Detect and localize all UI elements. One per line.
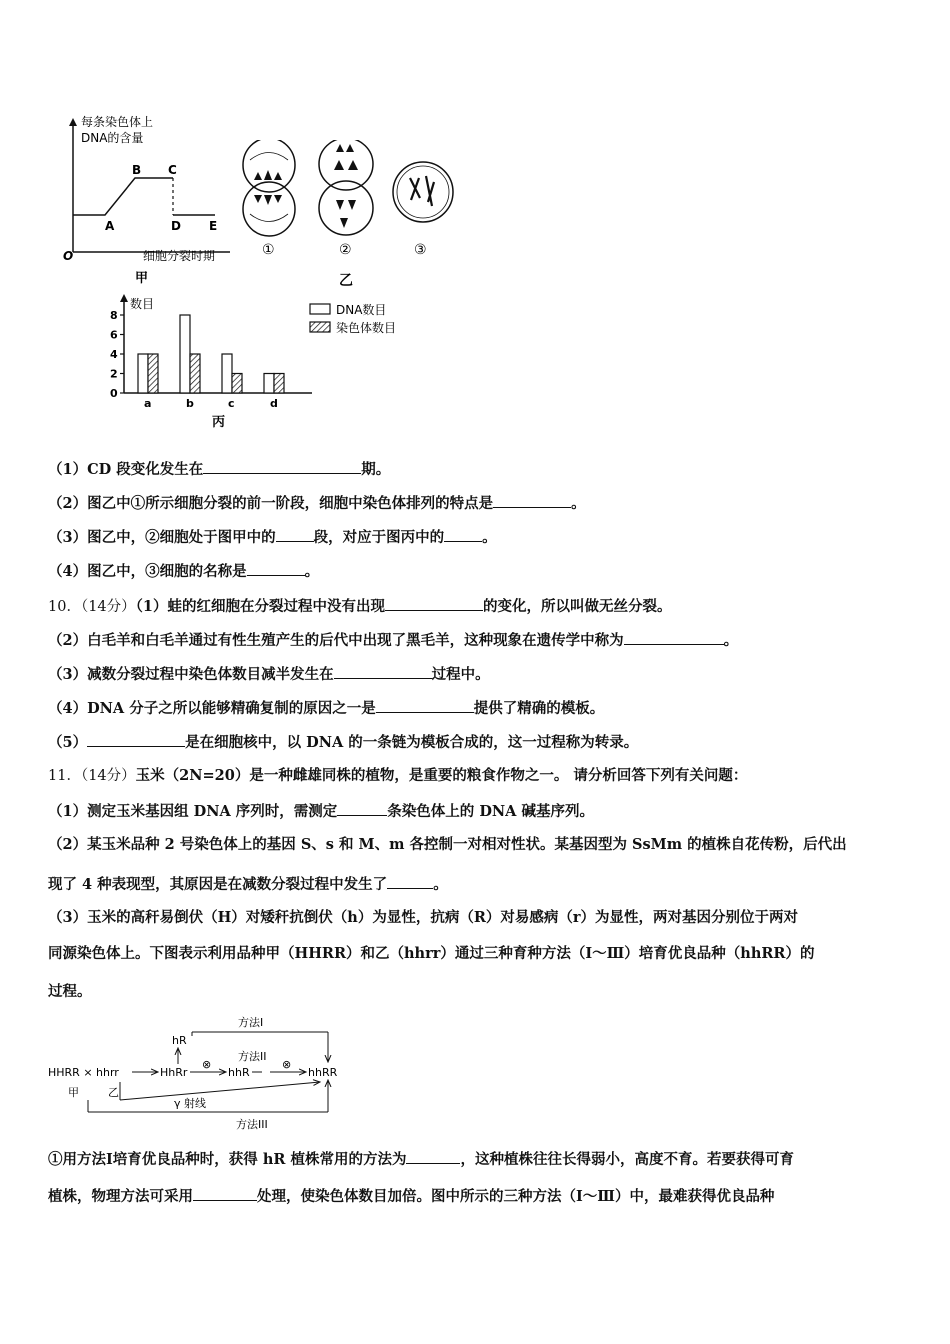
q11-3-text-1: （3）玉米的高秆易倒伏（H）对矮秆抗倒伏（h）为显性，抗病（R）对易感病（r）为显性，两对基因分别位于两对 xyxy=(48,909,799,926)
jia-xlabel: 细胞分裂时期 xyxy=(143,249,216,263)
q9-3-mid: 段，对应于图丙中的 xyxy=(313,529,445,546)
answer-blank[interactable] xyxy=(87,731,185,747)
answer-blank[interactable] xyxy=(406,1148,460,1164)
q11-part-3-sub-1-line-1 xyxy=(48,1148,794,1170)
q10-number: 10．（14分） xyxy=(48,599,136,615)
yi-caption: 乙 xyxy=(339,273,353,289)
parents-cross: HHRR × hhrr xyxy=(48,1066,119,1079)
bing-bar-d-chromosome xyxy=(274,374,284,394)
legend-chromosome-swatch xyxy=(310,322,330,332)
q10-3-text: （3）减数分裂过程中染色体数目减半发生在 xyxy=(48,666,334,683)
jia-point-e: E xyxy=(209,219,218,233)
q10-4-text: （4）DNA 分子之所以能够精确复制的原因之一是 xyxy=(48,700,376,717)
bing-ytick-label: 0 xyxy=(110,387,118,400)
bing-ytick-label: 6 xyxy=(110,328,118,342)
q11-part-3-sub-1-line-2 xyxy=(48,1185,774,1207)
bing-category-label: b xyxy=(186,397,194,410)
figure-jia xyxy=(55,110,255,285)
jia-caption: 甲 xyxy=(135,271,149,285)
answer-blank[interactable] xyxy=(334,663,432,679)
q10-4-tail: 提供了精确的模板。 xyxy=(473,700,605,717)
jia-point-c: C xyxy=(168,163,177,177)
bing-bar-b-dna xyxy=(180,315,190,393)
breeding-diagram xyxy=(40,1012,360,1132)
q11-sub1-tail-1: ，这种植株往往长得弱小，高度不育。若要获得可育 xyxy=(460,1151,794,1168)
q9-2-tail: 。 xyxy=(571,495,586,512)
answer-blank[interactable] xyxy=(444,526,482,542)
q10-2-text: （2）白毛羊和白毛羊通过有性生殖产生的后代中出现了黑毛羊，这种现象在遗传学中称为 xyxy=(48,632,624,649)
answer-blank[interactable] xyxy=(276,526,314,542)
q9-part-3 xyxy=(48,526,497,548)
q11-sub1-text-2: 植株，物理方法可采用 xyxy=(48,1188,193,1205)
q9-1-text: （1）CD 段变化发生在 xyxy=(48,461,204,478)
cell-label-3: ③ xyxy=(414,242,427,258)
answer-blank[interactable] xyxy=(387,873,433,889)
selfing-symbol-1: ⊗ xyxy=(202,1058,212,1071)
q11-part-2-line-1 xyxy=(48,835,847,855)
jia-dna-curve xyxy=(73,178,173,215)
q9-part-1 xyxy=(48,458,390,480)
figure-yi xyxy=(236,140,466,290)
cell-label-2: ② xyxy=(339,242,352,258)
jia-point-b: B xyxy=(132,163,142,177)
bing-bar-c-dna xyxy=(222,354,232,393)
selfing-symbol-2: ⊗ xyxy=(282,1058,292,1071)
q11-part-2-line-2 xyxy=(48,873,448,895)
bing-ytick-label: 8 xyxy=(110,309,118,322)
q10-part-1 xyxy=(48,595,672,617)
bing-category-label: c xyxy=(228,397,235,410)
method-3-label: 方法III xyxy=(236,1118,268,1131)
q10-part-4 xyxy=(48,697,604,719)
answer-blank[interactable] xyxy=(493,492,571,508)
q11-2-tail: 。 xyxy=(433,876,448,893)
q10-5-tail: 是在细胞核中，以 DNA 的一条链为模板合成的，这一过程称为转录。 xyxy=(185,734,639,751)
bing-bar-c-chromosome xyxy=(232,374,242,394)
q11-3-text-3: 过程。 xyxy=(48,983,92,1000)
method-2-label: 方法II xyxy=(238,1050,267,1063)
answer-blank[interactable] xyxy=(247,560,305,576)
q11-3-text-2: 同源染色体上。下图表示利用品种甲（HHRR）和乙（hhrr）通过三种育种方法（Ⅰ～Ⅲ）培育优良品种（hhRR）的 xyxy=(48,945,815,962)
bing-bar-b-chromosome xyxy=(190,354,200,393)
cell-1-drawing xyxy=(243,140,295,236)
label-jia: 甲 xyxy=(68,1086,79,1099)
hhR-genotype: hhR xyxy=(228,1066,250,1079)
jia-point-d: D xyxy=(171,219,181,233)
q10-part-3 xyxy=(48,663,490,685)
q11-part-1 xyxy=(48,800,594,822)
q11-2-text-1: （2）某玉米品种 2 号染色体上的基因 S、s 和 M、m 各控制一对相对性状。某基因型为 SsMm 的植株自花传粉，后代出 xyxy=(48,836,847,853)
cell-label-1: ① xyxy=(262,242,275,258)
hR-genotype: hR xyxy=(172,1034,187,1047)
q9-4-tail: 。 xyxy=(304,563,320,580)
q11-intro-text: 玉米（2N=20）是一种雌雄同株的植物，是重要的粮食作物之一。 请分析回答下列有关问题： xyxy=(135,767,748,784)
bing-category-label: a xyxy=(144,397,152,410)
bing-ytick-label: 2 xyxy=(110,367,118,381)
q9-part-4 xyxy=(48,560,319,582)
method-1-label: 方法I xyxy=(238,1016,264,1029)
q11-1-tail: 条染色体上的 DNA 碱基序列。 xyxy=(387,803,594,820)
cell-3-drawing xyxy=(393,162,453,222)
jia-ylabel-2: DNA的含量 xyxy=(81,131,144,145)
q11-part-3-line-3 xyxy=(48,982,92,1002)
gamma-ray-label: γ 射线 xyxy=(174,1097,207,1110)
q11-part-3-line-2 xyxy=(48,944,815,964)
jia-origin: O xyxy=(63,249,74,263)
answer-blank[interactable] xyxy=(193,1185,257,1201)
q10-3-tail: 过程中。 xyxy=(431,666,490,683)
answer-blank[interactable] xyxy=(376,697,474,713)
bing-ytick-label: 4 xyxy=(110,348,118,361)
legend-dna-label: DNA数目 xyxy=(336,303,387,317)
figure-bing-chart xyxy=(100,288,430,433)
f1-genotype: HhRr xyxy=(160,1066,188,1079)
q10-5-text: （5） xyxy=(48,734,88,751)
bing-bar-a-dna xyxy=(138,354,148,393)
q11-number: 11．（14分） xyxy=(48,768,136,784)
q11-sub1-text-1: ①用方法Ⅰ培育优良品种时，获得 hR 植株常用的方法为 xyxy=(48,1151,407,1168)
bing-category-label: d xyxy=(270,397,278,410)
q9-3-tail: 。 xyxy=(482,529,497,546)
q10-2-tail: 。 xyxy=(723,632,739,649)
bing-caption: 丙 xyxy=(212,415,226,430)
q11-1-text: （1）测定玉米基因组 DNA 序列时，需测定 xyxy=(48,803,338,820)
q9-4-text: （4）图乙中，③细胞的名称是 xyxy=(48,563,247,580)
label-yi: 乙 xyxy=(108,1086,119,1099)
target-genotype: hhRR xyxy=(308,1066,338,1079)
q10-part-2 xyxy=(48,629,738,651)
q9-part-2 xyxy=(48,492,586,514)
legend-chromosome-label: 染色体数目 xyxy=(336,321,397,335)
jia-ylabel-1: 每条染色体上 xyxy=(81,115,154,129)
q9-2-text: （2）图乙中①所示细胞分裂的前一阶段，细胞中染色体排列的特点是 xyxy=(48,495,494,512)
bing-bar-d-dna xyxy=(264,374,274,394)
q10-1-text: （1）蛙的红细胞在分裂过程中没有出现 xyxy=(135,598,385,615)
q9-1-tail: 期。 xyxy=(361,461,391,478)
bing-bar-a-chromosome xyxy=(148,354,158,393)
q9-3-text: （3）图乙中，②细胞处于图甲中的 xyxy=(48,529,276,546)
jia-point-a: A xyxy=(105,219,115,233)
q11-2-text-2: 现了 4 种表现型，其原因是在减数分裂过程中发生了 xyxy=(48,876,388,893)
q11-sub1-tail-2: 处理，使染色体数目加倍。图中所示的三种方法（Ⅰ～Ⅲ）中，最难获得优良品种 xyxy=(257,1188,775,1205)
cell-2-drawing xyxy=(319,140,373,235)
q11-part-3-line-1 xyxy=(48,908,798,928)
answer-blank[interactable] xyxy=(385,595,483,611)
legend-dna-swatch xyxy=(310,304,330,314)
q10-part-5 xyxy=(48,731,638,753)
answer-blank[interactable] xyxy=(203,458,361,474)
q11-intro xyxy=(48,766,747,786)
bing-ylabel: 数目 xyxy=(130,297,155,311)
q10-1-tail: 的变化，所以叫做无丝分裂。 xyxy=(483,598,672,615)
answer-blank[interactable] xyxy=(337,800,387,816)
answer-blank[interactable] xyxy=(624,629,724,645)
